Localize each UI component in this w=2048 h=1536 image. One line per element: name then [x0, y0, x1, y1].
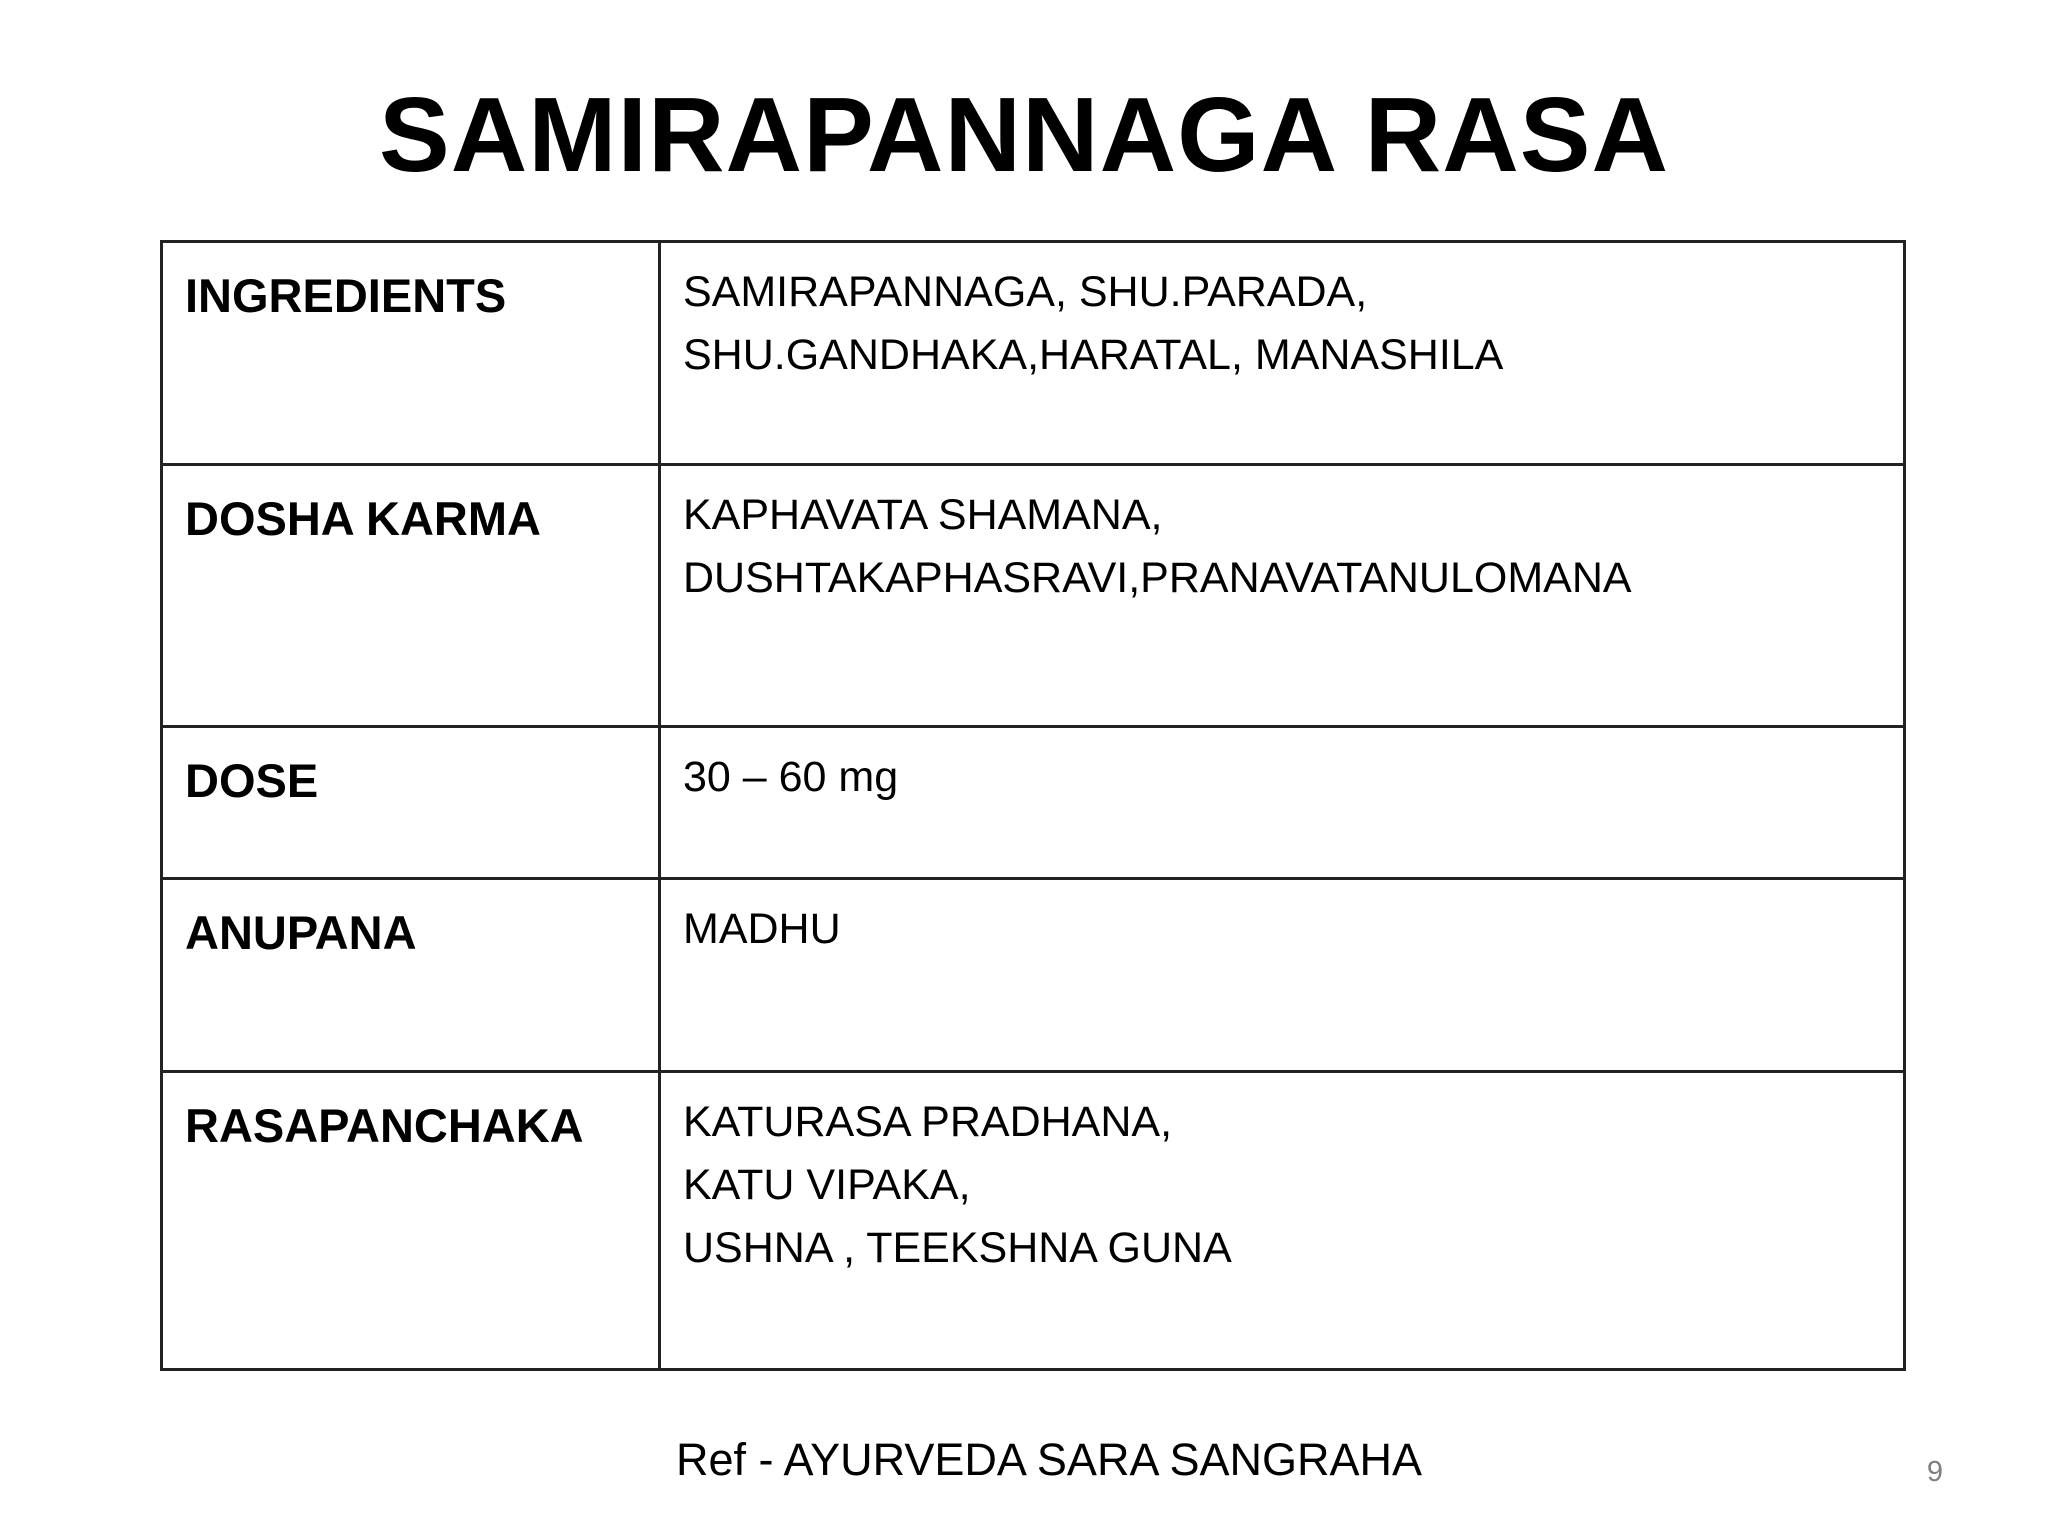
table-row-rasapanchaka	[162, 1072, 1905, 1370]
row-value-dosha-karma: KAPHAVATA SHAMANA, DUSHTAKAPHASRAVI,PRANAVATANULOMANA	[660, 465, 1905, 727]
slide-title: SAMIRAPANNAGA RASA	[379, 76, 1669, 194]
row-label-dosha-karma: DOSHA KARMA	[162, 465, 660, 727]
table-row-anupana	[162, 879, 1905, 1072]
row-label-anupana: ANUPANA	[162, 879, 660, 1072]
row-label-rasapanchaka: RASAPANCHAKA	[162, 1072, 660, 1370]
info-table	[160, 240, 1906, 1371]
row-value-ingredients: SAMIRAPANNAGA, SHU.PARADA, SHU.GANDHAKA,HARATAL, MANASHILA	[660, 242, 1905, 465]
reference-text: Ref - AYURVEDA SARA SANGRAHA	[675, 1434, 1423, 1485]
row-value-anupana: MADHU	[660, 879, 1905, 1072]
table-row-dosha-karma	[162, 465, 1905, 727]
row-label-ingredients: INGREDIENTS	[162, 242, 660, 465]
table-row-dose	[162, 727, 1905, 879]
row-value-dose: 30 – 60 mg	[660, 727, 1905, 879]
table-row-ingredients	[162, 242, 1905, 465]
row-label-dose: DOSE	[162, 727, 660, 879]
row-value-rasapanchaka: KATURASA PRADHANA, KATU VIPAKA, USHNA , TEEKSHNA GUNA	[660, 1072, 1905, 1370]
page-number: 9	[1926, 1456, 1943, 1488]
